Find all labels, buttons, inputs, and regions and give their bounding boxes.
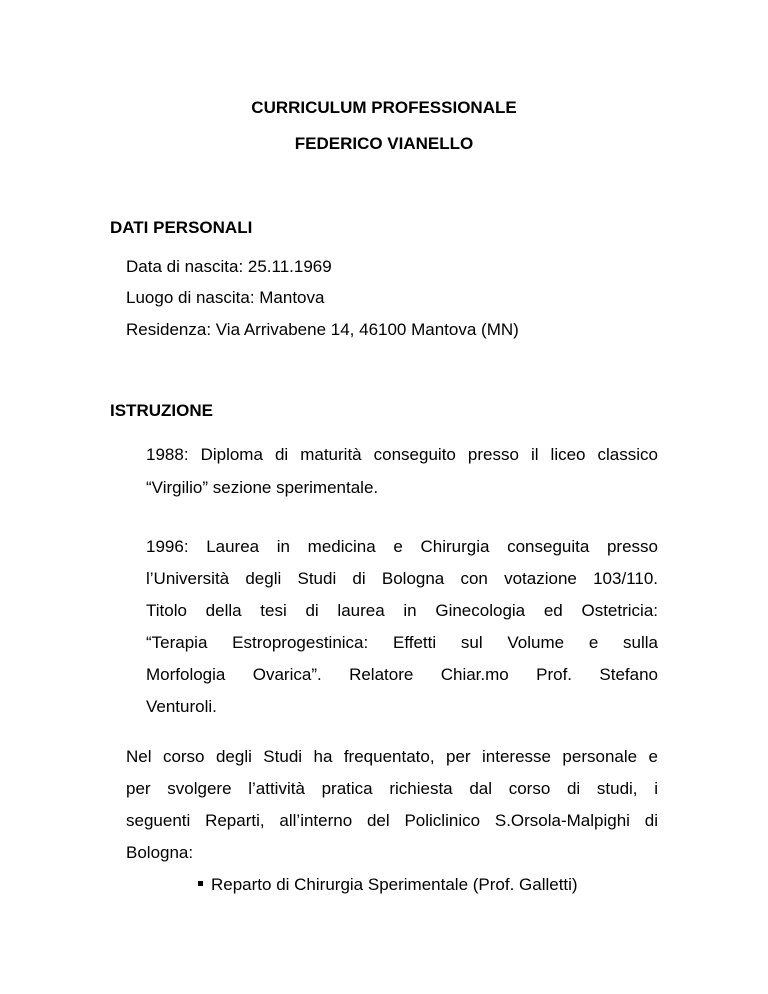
frequenze-line: per svolgere l’attività pratica richiesta dal corso di studi, i	[126, 779, 658, 798]
section-heading-education: ISTRUZIONE	[110, 401, 213, 420]
frequenze-line: Nel corso degli Studi ha frequentato, per interesse personale e	[126, 747, 658, 766]
diploma-line: 1988: Diploma di maturità conseguito presso il liceo classico	[146, 445, 658, 464]
residence: Residenza: Via Arrivabene 14, 46100 Mantova (MN)	[126, 320, 519, 339]
list-item-text: Reparto di Chirurgia Sperimentale (Prof. Galletti)	[211, 875, 578, 894]
diploma-line: “Virgilio” sezione sperimentale.	[146, 478, 379, 497]
frequenze-line: Bologna:	[126, 843, 194, 862]
frequenze-line: seguenti Reparti, all’interno del Policlinico S.Orsola-Malpighi di	[126, 811, 658, 830]
birth-date: Data di nascita: 25.11.1969	[126, 257, 332, 276]
laurea-line: “Terapia Estroprogestinica: Effetti sul Volume e sulla	[146, 633, 658, 652]
laurea-line: Titolo della tesi di laurea in Ginecologia ed Ostetricia:	[146, 601, 658, 620]
document-title: CURRICULUM PROFESSIONALE	[251, 98, 517, 117]
person-name: FEDERICO VIANELLO	[294, 134, 474, 153]
list-item	[198, 875, 578, 895]
laurea-line: Morfologia Ovarica”. Relatore Chiar.mo Prof. Stefano	[146, 665, 658, 684]
laurea-line: l’Università degli Studi di Bologna con votazione 103/110.	[146, 569, 658, 588]
birth-place: Luogo di nascita: Mantova	[126, 288, 325, 307]
bullet-square-icon	[198, 881, 203, 886]
laurea-line: Venturoli.	[146, 697, 217, 716]
laurea-line: 1996: Laurea in medicina e Chirurgia conseguita presso	[146, 537, 658, 556]
section-heading-personal: DATI PERSONALI	[110, 218, 253, 237]
